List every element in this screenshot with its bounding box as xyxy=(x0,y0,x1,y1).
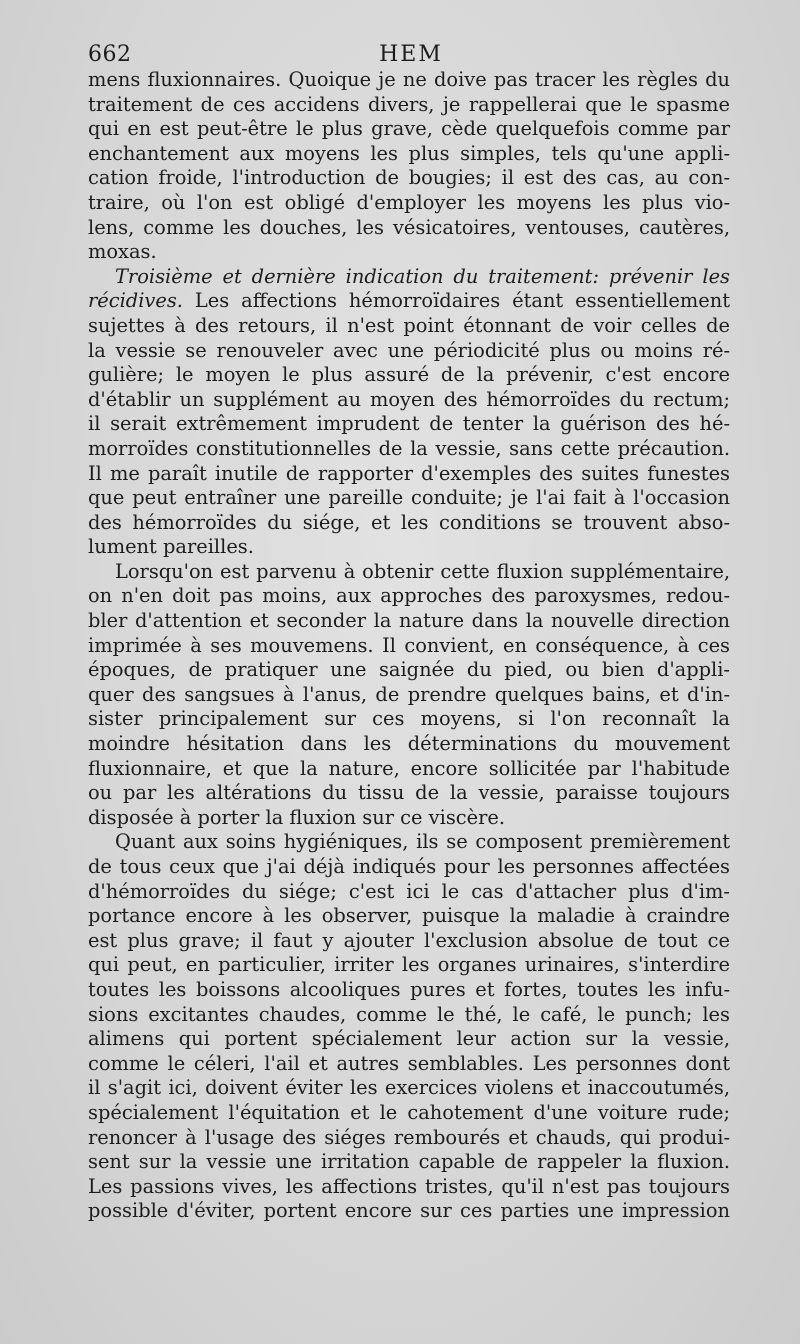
text-line xyxy=(88,265,730,290)
text-line: disposée à porter la fluxion sur ce viscère. xyxy=(88,805,506,829)
text-line: sent sur la vessie une irritation capable de rappeler la fluxion. xyxy=(88,1150,730,1174)
text-line: possible d'éviter, portent encore sur ces parties une impression xyxy=(88,1199,730,1223)
text-run: Les affections hémorroïdaires étant essentiellement xyxy=(182,289,730,313)
text-line: alimens qui portent spécialement leur action sur la vessie, xyxy=(88,1027,730,1051)
page-number: 662 xyxy=(88,42,132,67)
text-line: moindre hésitation dans les déterminations du mouvement xyxy=(88,732,730,756)
italic-heading: récidives. xyxy=(88,289,183,313)
text-line: on n'en doit pas moins, aux approches des paroxysmes, redou- xyxy=(88,584,730,608)
text-line: gulière; le moyen le plus assuré de la prévenir, c'est encore xyxy=(88,363,730,387)
text-line: Les passions vives, les affections tristes, qu'il n'est pas toujours xyxy=(88,1174,730,1198)
text-line: ou par les altérations du tissu de la vessie, paraisse toujours xyxy=(88,781,730,805)
text-line: d'établir un supplément au moyen des hémorroïdes du rectum; xyxy=(88,387,730,411)
text-line: d'hémorroïdes du siége; c'est ici le cas d'attacher plus d'im- xyxy=(88,879,730,903)
text-line: époques, de pratiquer une saignée du pied, ou bien d'appli- xyxy=(88,658,730,682)
text-line: lens, comme les douches, les vésicatoires, ventouses, cautères, xyxy=(88,215,730,239)
text-line: sister principalement sur ces moyens, si l'on reconnaît la xyxy=(88,707,730,731)
text-line: que peut entraîner une pareille conduite; je l'ai fait à l'occasion xyxy=(88,486,730,510)
paragraph xyxy=(88,830,730,1224)
text-line: il serait extrêmement imprudent de tenter la guérison des hé- xyxy=(88,412,730,436)
text-line: spécialement l'équitation et le cahotement d'une voiture rude; xyxy=(88,1100,730,1124)
text-line: quer des sangsues à l'anus, de prendre quelques bains, et d'in- xyxy=(88,682,730,706)
text-line: enchantement aux moyens les plus simples, tels qu'une appli- xyxy=(88,141,730,165)
text-line: mens fluxionnaires. Quoique je ne doive pas tracer les règles du xyxy=(88,68,730,91)
text-line: Il me paraît inutile de rapporter d'exemples des suites funestes xyxy=(88,461,730,485)
text-line: fluxionnaire, et que la nature, encore sollicitée par l'habitude xyxy=(88,756,730,780)
text-line: comme le céleri, l'ail et autres semblables. Les personnes dont xyxy=(88,1051,730,1075)
text-line: toutes les boissons alcooliques pures et fortes, toutes les infu- xyxy=(88,977,730,1001)
text-line: renoncer à l'usage des siéges rembourés et chauds, qui produi- xyxy=(88,1125,730,1149)
italic-heading: Troisième et dernière indication du traitement: prévenir les xyxy=(115,264,730,288)
text-line: Quant aux soins hygiéniques, ils se composent premièrement xyxy=(115,830,730,854)
text-line: imprimée à ses mouvemens. Il convient, en conséquence, à ces xyxy=(88,633,730,657)
text-line: sions excitantes chaudes, comme le thé, le café, le punch; les xyxy=(88,1002,730,1026)
text-line: il s'agit ici, doivent éviter les exercices violens et inaccoutumés, xyxy=(88,1076,730,1100)
text-line: morroïdes constitutionnelles de la vessie, sans cette précaution. xyxy=(88,436,730,460)
paragraph xyxy=(88,560,730,831)
text-line: lument pareilles. xyxy=(88,535,254,559)
text-line: cation froide, l'introduction de bougies; il est des cas, au con- xyxy=(88,166,730,190)
text-line: de tous ceux que j'ai déjà indiqués pour les personnes affectées xyxy=(88,855,730,878)
text-line: bler d'attention et seconder la nature dans la nouvelle direction xyxy=(88,609,730,633)
page-header xyxy=(88,42,734,70)
text-line: est plus grave; il faut y ajouter l'exclusion absolue de tout ce xyxy=(88,928,730,952)
text-line: traire, où l'on est obligé d'employer les moyens les plus vio- xyxy=(88,190,730,214)
text-line: la vessie se renouveler avec une périodicité plus ou moins ré- xyxy=(88,338,730,362)
text-line: portance encore à les observer, puisque la maladie à craindre xyxy=(88,904,730,928)
paragraph xyxy=(88,265,730,560)
running-head: HEM xyxy=(379,42,443,67)
text-line xyxy=(88,289,730,314)
body-text xyxy=(88,68,730,1224)
text-line: moxas. xyxy=(88,240,157,264)
text-line: traitement de ces accidens divers, je rappellerai que le spasme xyxy=(88,92,730,116)
text-line: qui en est peut-être le plus grave, cède quelquefois comme par xyxy=(88,117,730,141)
text-line: sujettes à des retours, il n'est point étonnant de voir celles de xyxy=(88,313,730,337)
text-line: des hémorroïdes du siége, et les conditions se trouvent abso- xyxy=(88,510,730,534)
text-line: qui peut, en particulier, irriter les organes urinaires, s'interdire xyxy=(88,953,730,977)
paragraph xyxy=(88,68,730,265)
text-line: Lorsqu'on est parvenu à obtenir cette fluxion supplémentaire, xyxy=(115,559,730,583)
